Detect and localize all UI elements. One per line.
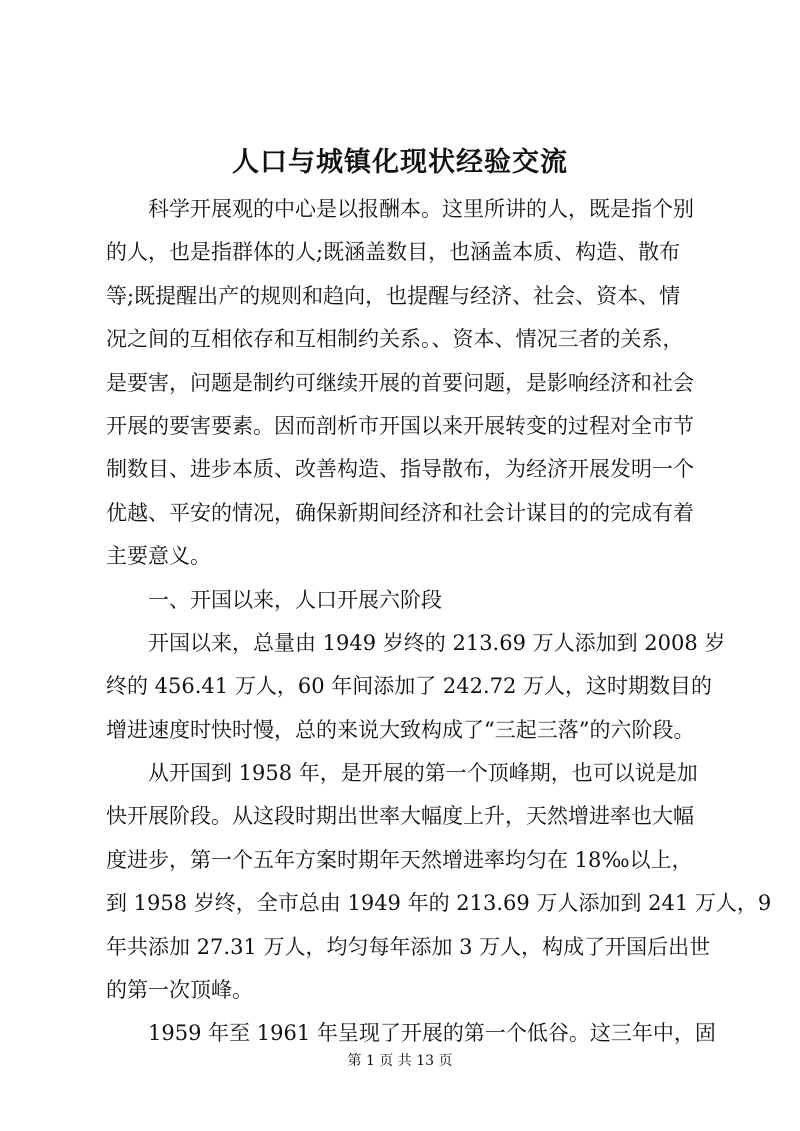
paragraph-line: 开国以来，总量由 1949 岁终的 213.69 万人添加到 2008 岁	[148, 630, 726, 655]
paragraph-line: 主要意义。	[106, 544, 211, 569]
paragraph-line: 年共添加 27.31 万人，均匀每年添加 3 万人，构成了开国后出世	[106, 934, 711, 959]
paragraph-line: 的人，也是指群体的人;既涵盖数目，也涵盖本质、构造、散布	[106, 240, 681, 265]
paragraph-line: 开展的要害要素。因而剖析市开国以来开展转变的过程对全市节	[106, 413, 694, 438]
paragraph-line: 优越、平安的情况，确保新期间经济和社会计谋目的的完成有着	[106, 500, 694, 525]
paragraph-line: 况之间的互相依存和互相制约关系。、资本、情况三者的关系，	[106, 327, 684, 352]
paragraph-line: 等;既提醒出产的规则和趋向，也提醒与经济、社会、资本、情	[106, 283, 681, 308]
paragraph-line: 快开展阶段。从这段时期出世率大幅度上升，天然增进率也大幅	[106, 804, 694, 829]
paragraph-line: 度进步，第一个五年方案时期年天然增进率均匀在 18‰以上，	[106, 847, 693, 872]
paragraph-line: 的第一次顶峰。	[106, 978, 253, 1003]
document-body	[106, 188, 772, 1056]
document-title: 人口与城镇化现状经验交流	[232, 147, 568, 178]
section-heading: 一、开国以来，人口开展六阶段	[148, 587, 442, 612]
paragraph-line: 增进速度时快时慢，总的来说大致构成了“三起三落”的六阶段。	[106, 717, 695, 742]
paragraph-line: 是要害，问题是制约可继续开展的首要问题，是影响经济和社会	[106, 370, 694, 395]
paragraph-line: 科学开展观的中心是以报酬本。这里所讲的人，既是指个别	[148, 197, 694, 221]
page-number-footer: 第 1 页 共 13 页	[347, 1053, 453, 1069]
paragraph-line: 从开国到 1958 年，是开展的第一个顶峰期，也可以说是加	[148, 761, 698, 786]
paragraph-line: 1959 年至 1961 年呈现了开展的第一个低谷。这三年中，固	[148, 1021, 716, 1046]
paragraph-line: 制数目、进步本质、改善构造、指导散布，为经济开展发明一个	[106, 457, 694, 482]
paragraph-line: 到 1958 岁终，全市总由 1949 年的 213.69 万人添加到 241 万人，9	[106, 891, 772, 916]
paragraph-line: 终的 456.41 万人，60 年间添加了 242.72 万人，这时期数目的	[106, 674, 713, 699]
